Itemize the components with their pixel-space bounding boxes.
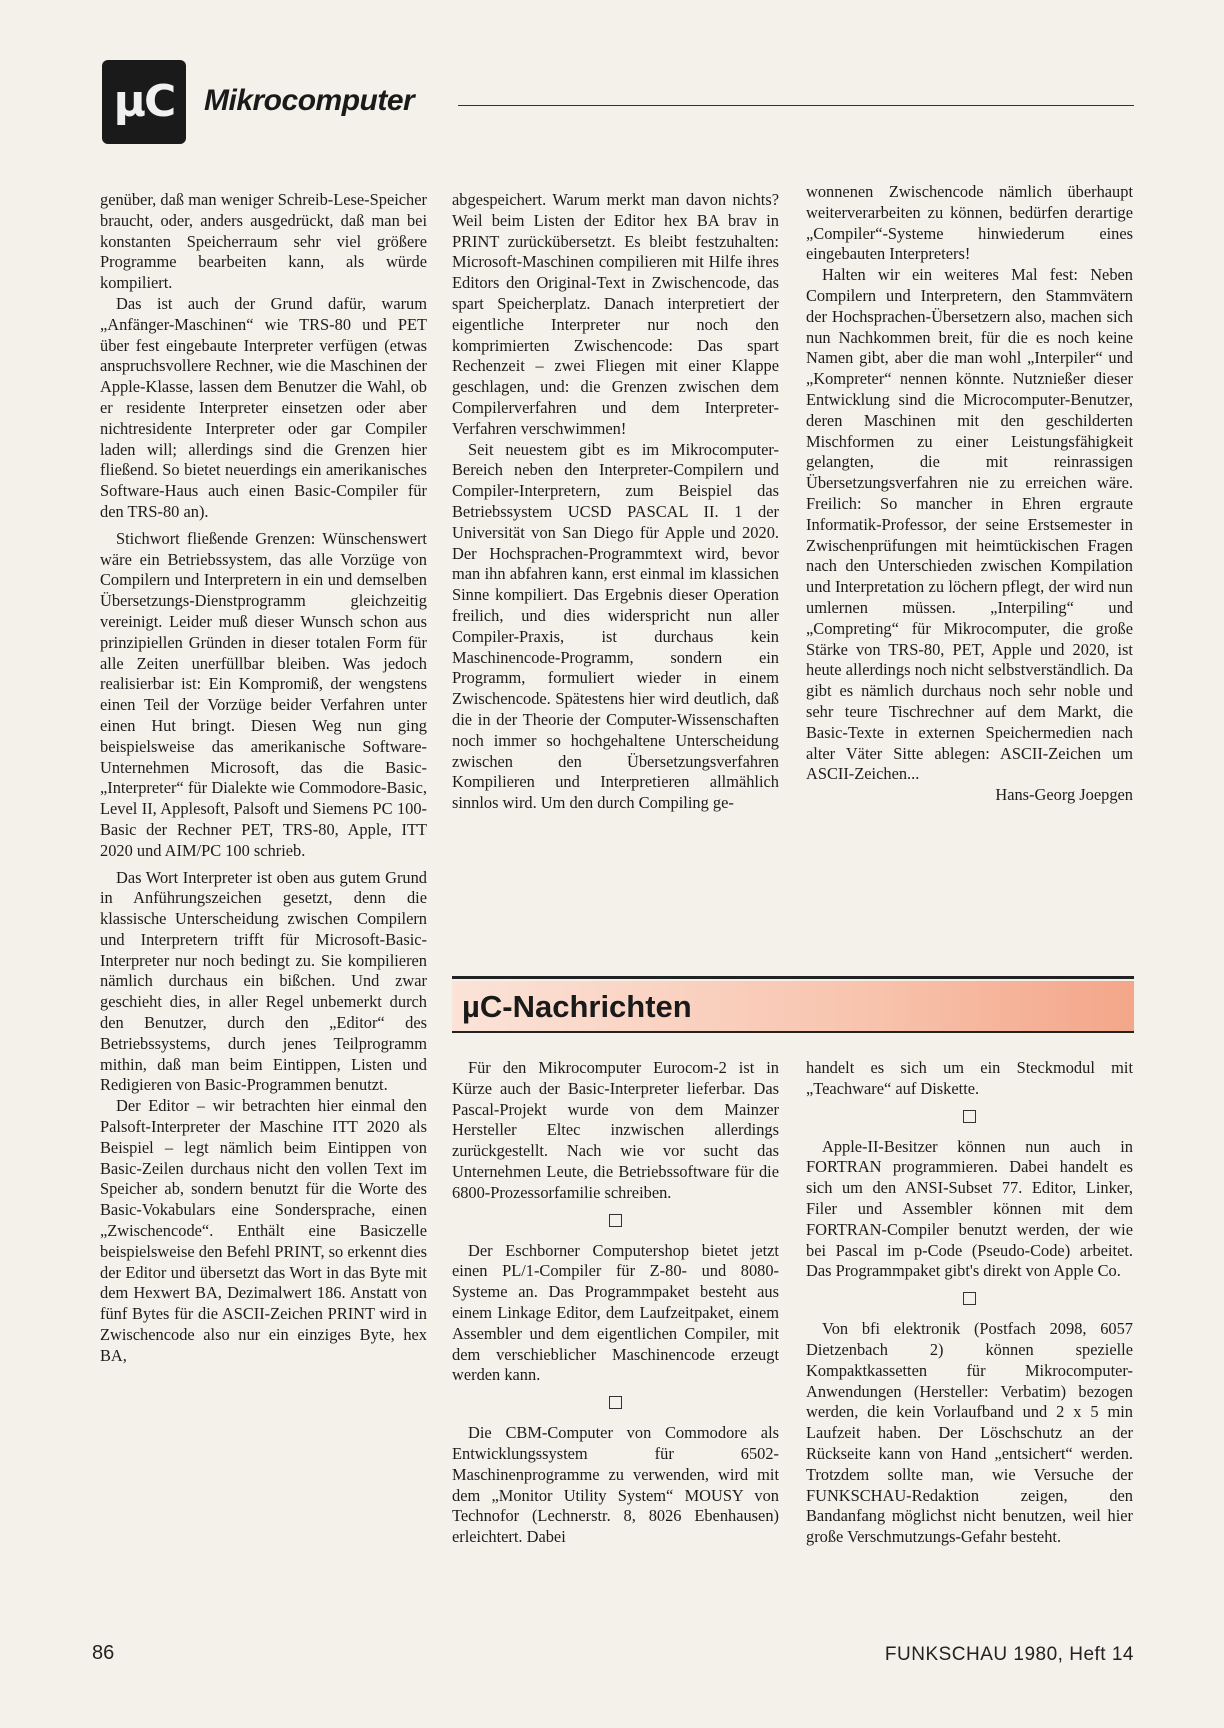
news-item: handelt es sich um ein Steckmodul mit „Teachware“ auf Diskette. bbox=[806, 1058, 1133, 1098]
page-number: 86 bbox=[92, 1642, 115, 1664]
separator-box-icon bbox=[963, 1110, 976, 1123]
publication-footer: FUNKSCHAU 1980, Heft 14 bbox=[884, 1644, 1134, 1665]
uc-logo: µC bbox=[102, 60, 186, 144]
news-title: µC-Nachrichten bbox=[462, 989, 692, 1024]
paragraph: Der Editor – wir betrachten hier einmal den Palsoft-Interpreter der Maschine ITT 2020 als Beispiel – legt nämlich beim Eintippen von Basic-Zeilen durchaus nicht den vollen Text im Speicher ab, sondern benutzt für die Worte des Basic-Vokabulars eine Sondersprache, einen „Zwischencode“. Enthält eine Basiczelle beispielsweise den Befehl PRINT, so erkennt dies der Editor und übersetzt das Wort in das Byte mit dem Hexwert BA, Dezimalwert 186. Anstatt von fünf Bytes für die ASCII-Zeichen PRINT wird in Zwischencode also nur ein einziges Byte, hex BA, bbox=[100, 1096, 427, 1365]
paragraph: Das Wort Interpreter ist oben aus gutem Grund in Anführungszeichen gesetzt, denn die klassische Unterscheidung zwischen Compilern und Interpretern trifft für Microsoft-Basic-Interpreter nur noch bedingt zu. Sie kompilieren nämlich durchaus ein bißchen. Und zwar geschieht dies, in aller Regel unbemerkt durch den Benutzer, durch den „Editor“ des Betriebssystems, durch jenes Teilprogramm mithin, daß man beim Eintippen, Listen und Redigieren von Basic-Programmen benutzt. bbox=[100, 867, 427, 1095]
paragraph: genüber, daß man weniger Schreib-Lese-Speicher braucht, oder, anders ausgedrückt, daß man bei konstanten Speicherraum sehr viel größere Programme bearbeiten kann, als würde kompiliert. bbox=[100, 190, 427, 293]
paragraph: Stichwort fließende Grenzen: Wünschenswert wäre ein Betriebssystem, das alle Vorzüge von Compilern und Interpretern in ein und demselben Übersetzungs-Dienstprogramm gleichzeitig vereinigt. Leider muß dieser Wunsch schon aus prinzipiellen Gründen in dieser totalen Form für alle Zeiten unerfüllbar bleiben. Was jedoch realisierbar ist: Ein Kompromiß, der wengstens einen Teil der Vorzüge beider Verfahren unter einen Hut bringt. Diesen Weg nun ging beispielsweise das amerikanische Software-Unternehmen Microsoft, das die Basic-„Interpreter“ für Dialekte wie Commodore-Basic, Level II, Applesoft, Palsoft und Siemens PC 100-Basic der Rechner PET, TRS-80, Apple, ITT 2020 und AIM/PC 100 schrieb. bbox=[100, 528, 427, 860]
paragraph: Halten wir ein weiteres Mal fest: Neben Compilern und Interpretern, den Stammvätern der Hochsprachen-Übersetzern also, machen sich nun Nachkommen breit, für die es noch keine Namen gibt, aber die man wohl „Interpiler“ und „Kompreter“ nennen könnte. Nutznießer dieser Entwicklung sind die Microcomputer-Benutzer, deren Maschinen mit den geschilderten Mischformen zu einer Leistungsfähigkeit gelangten, die mit reinrassigen Übersetzungsverfahren nie zu erreichen wäre. Freilich: So mancher in Ehren ergraute Informatik-Professor, der seine Erstsemester in Zwischenprüfungen mit heimtückischen Fragen nach den Unterschieden zwischen Kompilation und Interpretation zu löchern pflegt, der wird nun umlernen müssen. „Interpiling“ und „Compreting“ für Mikrocomputer, die große Stärke von TRS-80, PET, Apple und 2020, ist heute allerdings noch nicht selbstverständlich. Da gibt es nämlich durchaus noch sehr noble und sehr teure Tischrechner auf dem Markt, die Basic-Texte in externen Speichermedien nach alter Väter Sitte ablegen: ASCII-Zeichen um ASCII-Zeichen... bbox=[806, 265, 1133, 784]
paragraph: wonnenen Zwischencode nämlich überhaupt weiterverarbeiten zu können, bedürfen derartige „Compiler“-Systeme hinwiederum eines eingebauten Interpreters! bbox=[806, 182, 1133, 264]
article-column-1 bbox=[100, 190, 427, 1367]
header-rule bbox=[458, 105, 1134, 106]
news-item: Der Eschborner Computershop bietet jetzt einen PL/1-Compiler für Z-80- und 8080-Systeme an. Das Programmpaket besteht aus einem Linkage Editor, dem Laufzeitpaket, einem Assembler und dem eigentlichen Compiler, mit dem verschieblicher Maschinencode erzeugt werden kann. bbox=[452, 1240, 779, 1385]
separator-box-icon bbox=[609, 1396, 622, 1409]
news-item: Für den Mikrocomputer Eurocom-2 ist in Kürze auch der Basic-Interpreter lieferbar. Das Pascal-Projekt wurde von dem Mainzer Hersteller Eltec inzwischen allerdings zurückgestellt. Nach wie vor sucht das Unternehmen Leute, die Betriebssoftware für die 6800-Prozessorfamilie schreiben. bbox=[452, 1058, 779, 1202]
news-item: Von bfi elektronik (Postfach 2098, 6057 Dietzenbach 2) können spezielle Kompaktkassetten für Mikrocomputer-Anwendungen (Hersteller: Verbatim) bezogen werden, die kein Vorlaufband und 2 x 5 min Laufzeit haben. Der Löschschutz an der Rückseite kann von Hand „entsichert“ werden. Trotzdem sollte man, wie Versuche der FUNKSCHAU-Redaktion zeigen, den Bandanfang möglichst nicht benutzen, weil hier große Verschmutzungs-Gefahr besteht. bbox=[806, 1319, 1133, 1547]
paragraph: abgespeichert. Warum merkt man davon nichts? Weil beim Listen der Editor hex BA brav in PRINT zurückübersetzt. Es bleibt festzuhalten: Microsoft-Maschinen compilieren mit Hilfe ihres Editors den Original-Text in Zwischencode, das spart Speicherplatz. Danach interpretiert der eigentliche Interpreter nur noch den komprimierten Zwischencode: Das spart Rechenzeit – zwei Fliegen mit einer Klappe geschlagen, und: die Grenzen zwischen dem Compilerverfahren und dem Interpreter-Verfahren verschwimmen! bbox=[452, 190, 779, 438]
paragraph: Seit neuestem gibt es im Mikrocomputer-Bereich neben den Interpreter-Compilern und Compiler-Interpretern, zum Beispiel das Betriebssystem UCSD PASCAL II. 1 der Universität von San Diego für Apple und 2020. Der Hochsprachen-Programmtext wird, bevor man ihn abfahren kann, erst einmal im klassichen Sinne kompiliert. Das Ergebnis dieser Operation freilich, und dies widerspricht nun aller Compiler-Praxis, ist durchaus kein Maschinencode-Programm, sondern ein Programm, formuliert wieder in einem Zwischencode. Spätestens hier wird deutlich, daß die in der Theorie der Computer-Wissenschaften noch immer so hochgehaltene Unterscheidung zwischen den Übersetzungsverfahren Kompilieren und Interpretieren allmählich sinnlos wird. Um den durch Compiling ge- bbox=[452, 439, 779, 813]
paragraph: Das ist auch der Grund dafür, warum „Anfänger-Maschinen“ wie TRS-80 und PET über fest eingebaute Interpreter verfügen (etwas anspruchsvollere Rechner, wie die Maschinen der Apple-Klasse, lassen dem Benutzer die Wahl, ob er residente Interpreter einsetzen oder aber nichtresidente Interpreter oder gar Compiler laden will; allerdings sind die Grenzen hier fließend. So bietet neuerdings ein amerikanisches Software-Haus auch einen Basic-Compiler für den TRS-80 an). bbox=[100, 293, 427, 521]
news-item: Apple-II-Besitzer können nun auch in FORTRAN programmieren. Dabei handelt es sich um den ANSI-Subset 77. Editor, Linker, Filer und Assembler können mit dem FORTRAN-Compiler benutzt werden, der wie bei Pascal im p-Code (Pseudo-Code) arbeitet. Das Programmpaket gibt's direkt von Apple Co. bbox=[806, 1136, 1133, 1281]
author-line bbox=[806, 785, 1133, 806]
article-column-2 bbox=[452, 190, 779, 814]
article-column-3 bbox=[806, 182, 1133, 806]
separator-box-icon bbox=[609, 1214, 622, 1227]
section-title: Mikrocomputer bbox=[204, 84, 415, 117]
author-name: Hans-Georg Joepgen bbox=[995, 785, 1133, 805]
news-column-right bbox=[806, 1058, 1133, 1548]
news-item: Die CBM-Computer von Commodore als Entwicklungssystem für 6502-Maschinenprogramme zu verwenden, wird mit dem „Monitor Utility System“ MOUSY von Technofor (Lechnerstr. 8, 8026 Ebenhausen) erleichtert. Dabei bbox=[452, 1423, 779, 1547]
separator-box-icon bbox=[963, 1292, 976, 1305]
news-rule bbox=[452, 976, 1134, 979]
news-column-left bbox=[452, 1058, 779, 1548]
